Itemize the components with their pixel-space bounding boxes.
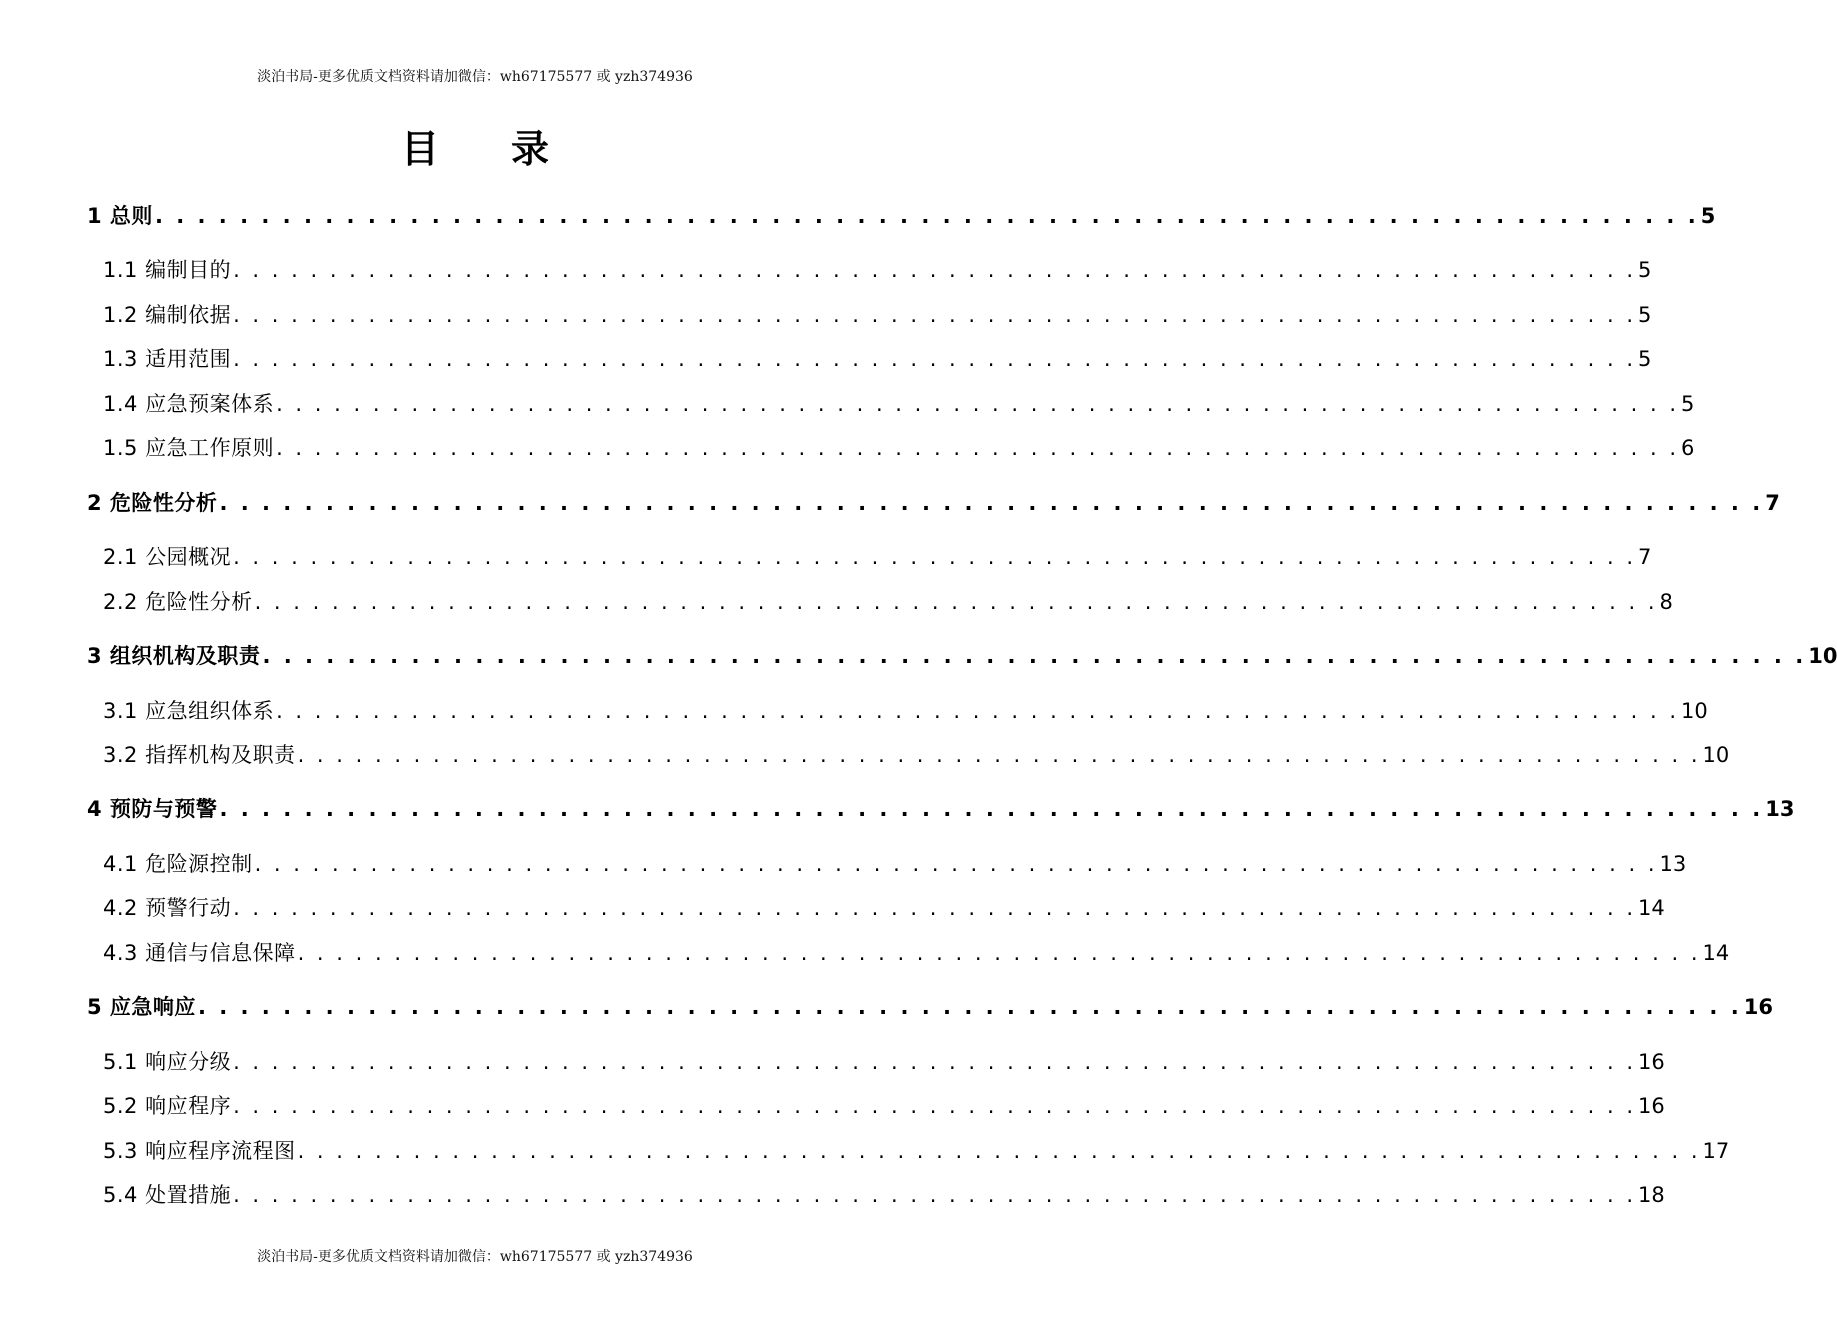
toc-page-number: 18: [1638, 1183, 1665, 1207]
toc-dot-leader: . . . . . . . . . . . . . . . . . . . . . . . . . . . . . . . . . . . . . . . . . . . . . . . . . . . . . . . . . . . . . . . . . . . . . . . . .: [297, 941, 1701, 965]
toc-dot-leader: . . . . . . . . . . . . . . . . . . . . . . . . . . . . . . . . . . . . . . . . . . . . . . . . . . . . . . . . . . . . . . . . . . . . . . . . .: [233, 1183, 1636, 1207]
toc-entry-label: 5.4 处置措施: [103, 1183, 232, 1207]
toc-dot-leader: . . . . . . . . . . . . . . . . . . . . . . . . . . . . . . . . . . . . . . . . . . . . . . . . . . . . . . . . . . . . . . . . . . . . . . . . .: [262, 644, 1807, 668]
toc-entry-label: 1.1 编制目的: [103, 258, 232, 282]
toc-entry-label: 2 危险性分析: [87, 491, 218, 515]
toc-section-entry[interactable]: [103, 937, 1730, 967]
toc-chapter-entry[interactable]: [87, 793, 1795, 823]
toc-section-entry[interactable]: [103, 848, 1687, 878]
toc-section-entry[interactable]: [103, 254, 1652, 284]
toc-entry-label: 4.1 危险源控制: [103, 852, 253, 876]
toc-section-entry[interactable]: [103, 1090, 1665, 1120]
toc-section-entry[interactable]: [103, 739, 1730, 769]
toc-entry-label: 5.3 响应程序流程图: [103, 1139, 296, 1163]
toc-dot-leader: . . . . . . . . . . . . . . . . . . . . . . . . . . . . . . . . . . . . . . . . . . . . . . . . . . . . . . . . . . . . . . . . . . . . . . . . .: [197, 995, 1742, 1019]
toc-dot-leader: . . . . . . . . . . . . . . . . . . . . . . . . . . . . . . . . . . . . . . . . . . . . . . . . . . . . . . . . . . . . . . . . . . . . . . . . .: [219, 797, 1764, 821]
toc-chapter-entry[interactable]: [87, 640, 1837, 670]
toc-page-number: 17: [1702, 1139, 1730, 1163]
toc-entry-label: 5.2 响应程序: [103, 1094, 232, 1118]
toc-entry-label: 2.1 公园概况: [103, 545, 232, 569]
toc-entry-label: 1.2 编制依据: [103, 303, 232, 327]
toc-page-number: 5: [1638, 303, 1652, 327]
page-header: 淡泊书局-更多优质文档资料请加微信：wh67175577 或 yzh374936: [257, 69, 693, 85]
toc-page-number: 5: [1638, 347, 1652, 371]
toc-section-entry[interactable]: [103, 541, 1652, 571]
toc-entry-label: 3 组织机构及职责: [87, 644, 261, 668]
toc-section-entry[interactable]: [103, 388, 1695, 418]
toc-title: 目录: [400, 127, 621, 171]
toc-page-number: 10: [1808, 644, 1837, 668]
toc-page-number: 13: [1659, 852, 1687, 876]
toc-chapter-entry[interactable]: [87, 991, 1773, 1021]
toc-page-number: 7: [1638, 545, 1652, 569]
toc-section-entry[interactable]: [103, 1179, 1665, 1209]
toc-page-number: 16: [1638, 1094, 1665, 1118]
toc-dot-leader: . . . . . . . . . . . . . . . . . . . . . . . . . . . . . . . . . . . . . . . . . . . . . . . . . . . . . . . . . . . . . . . . . . . . . . . . .: [233, 258, 1636, 282]
toc-section-entry[interactable]: [103, 1046, 1665, 1076]
toc-dot-leader: . . . . . . . . . . . . . . . . . . . . . . . . . . . . . . . . . . . . . . . . . . . . . . . . . . . . . . . . . . . . . . . . . . . . . . . . .: [233, 303, 1636, 327]
toc-section-entry[interactable]: [103, 343, 1652, 373]
page-footer: 淡泊书局-更多优质文档资料请加微信：wh67175577 或 yzh374936: [257, 1249, 693, 1265]
toc-entry-label: 1.3 适用范围: [103, 347, 232, 371]
toc-page-number: 5: [1700, 204, 1716, 228]
toc-section-entry[interactable]: [103, 432, 1695, 462]
toc-entry-label: 5.1 响应分级: [103, 1050, 232, 1074]
toc-entry-label: 4.3 通信与信息保障: [103, 941, 296, 965]
toc-entry-label: 2.2 危险性分析: [103, 590, 253, 614]
toc-page-number: 14: [1702, 941, 1730, 965]
toc-page-number: 10: [1702, 743, 1730, 767]
toc-dot-leader: . . . . . . . . . . . . . . . . . . . . . . . . . . . . . . . . . . . . . . . . . . . . . . . . . . . . . . . . . . . . . . . . . . . . . . . . .: [276, 392, 1679, 416]
toc-dot-leader: . . . . . . . . . . . . . . . . . . . . . . . . . . . . . . . . . . . . . . . . . . . . . . . . . . . . . . . . . . . . . . . . . . . . . . . . .: [254, 590, 1658, 614]
toc-dot-leader: . . . . . . . . . . . . . . . . . . . . . . . . . . . . . . . . . . . . . . . . . . . . . . . . . . . . . . . . . . . . . . . . . . . . . . . . .: [276, 436, 1679, 460]
toc-dot-leader: . . . . . . . . . . . . . . . . . . . . . . . . . . . . . . . . . . . . . . . . . . . . . . . . . . . . . . . . . . . . . . . . . . . . . . . . .: [233, 545, 1636, 569]
toc-page-number: 13: [1765, 797, 1795, 821]
toc-entry-label: 4.2 预警行动: [103, 896, 232, 920]
toc-chapter-entry[interactable]: [87, 200, 1716, 230]
toc-page-number: 10: [1681, 699, 1708, 723]
toc-entry-label: 1 总则: [87, 204, 153, 228]
toc-dot-leader: . . . . . . . . . . . . . . . . . . . . . . . . . . . . . . . . . . . . . . . . . . . . . . . . . . . . . . . . . . . . . . . . . . . . . . . . .: [219, 491, 1764, 515]
toc-section-entry[interactable]: [103, 695, 1708, 725]
toc-chapter-entry[interactable]: [87, 487, 1780, 517]
toc-dot-leader: . . . . . . . . . . . . . . . . . . . . . . . . . . . . . . . . . . . . . . . . . . . . . . . . . . . . . . . . . . . . . . . . . . . . . . . . .: [233, 1094, 1636, 1118]
toc-page-number: 5: [1638, 258, 1652, 282]
toc-section-entry[interactable]: [103, 586, 1673, 616]
toc-page-number: 6: [1681, 436, 1695, 460]
toc-section-entry[interactable]: [103, 299, 1652, 329]
toc-entry-label: 1.4 应急预案体系: [103, 392, 275, 416]
toc-dot-leader: . . . . . . . . . . . . . . . . . . . . . . . . . . . . . . . . . . . . . . . . . . . . . . . . . . . . . . . . . . . . . . . . . . . . . . . . .: [154, 204, 1699, 228]
toc-dot-leader: . . . . . . . . . . . . . . . . . . . . . . . . . . . . . . . . . . . . . . . . . . . . . . . . . . . . . . . . . . . . . . . . . . . . . . . . .: [233, 347, 1636, 371]
toc-dot-leader: . . . . . . . . . . . . . . . . . . . . . . . . . . . . . . . . . . . . . . . . . . . . . . . . . . . . . . . . . . . . . . . . . . . . . . . . .: [276, 699, 1679, 723]
toc-section-entry[interactable]: [103, 1135, 1730, 1165]
toc-entry-label: 1.5 应急工作原则: [103, 436, 275, 460]
toc-page-number: 8: [1659, 590, 1673, 614]
toc-page-number: 14: [1638, 896, 1665, 920]
toc-entry-label: 3.1 应急组织体系: [103, 699, 275, 723]
toc-dot-leader: . . . . . . . . . . . . . . . . . . . . . . . . . . . . . . . . . . . . . . . . . . . . . . . . . . . . . . . . . . . . . . . . . . . . . . . . .: [297, 743, 1701, 767]
toc-page-number: 7: [1765, 491, 1780, 515]
toc-entry-label: 5 应急响应: [87, 995, 196, 1019]
toc-entry-label: 3.2 指挥机构及职责: [103, 743, 296, 767]
toc-page-number: 5: [1681, 392, 1695, 416]
toc-dot-leader: . . . . . . . . . . . . . . . . . . . . . . . . . . . . . . . . . . . . . . . . . . . . . . . . . . . . . . . . . . . . . . . . . . . . . . . . .: [297, 1139, 1701, 1163]
toc-page-number: 16: [1743, 995, 1773, 1019]
toc-entry-label: 4 预防与预警: [87, 797, 218, 821]
toc-section-entry[interactable]: [103, 892, 1665, 922]
toc-page-number: 16: [1638, 1050, 1665, 1074]
toc-dot-leader: . . . . . . . . . . . . . . . . . . . . . . . . . . . . . . . . . . . . . . . . . . . . . . . . . . . . . . . . . . . . . . . . . . . . . . . . .: [233, 896, 1636, 920]
toc-dot-leader: . . . . . . . . . . . . . . . . . . . . . . . . . . . . . . . . . . . . . . . . . . . . . . . . . . . . . . . . . . . . . . . . . . . . . . . . .: [233, 1050, 1636, 1074]
toc-dot-leader: . . . . . . . . . . . . . . . . . . . . . . . . . . . . . . . . . . . . . . . . . . . . . . . . . . . . . . . . . . . . . . . . . . . . . . . . .: [254, 852, 1658, 876]
